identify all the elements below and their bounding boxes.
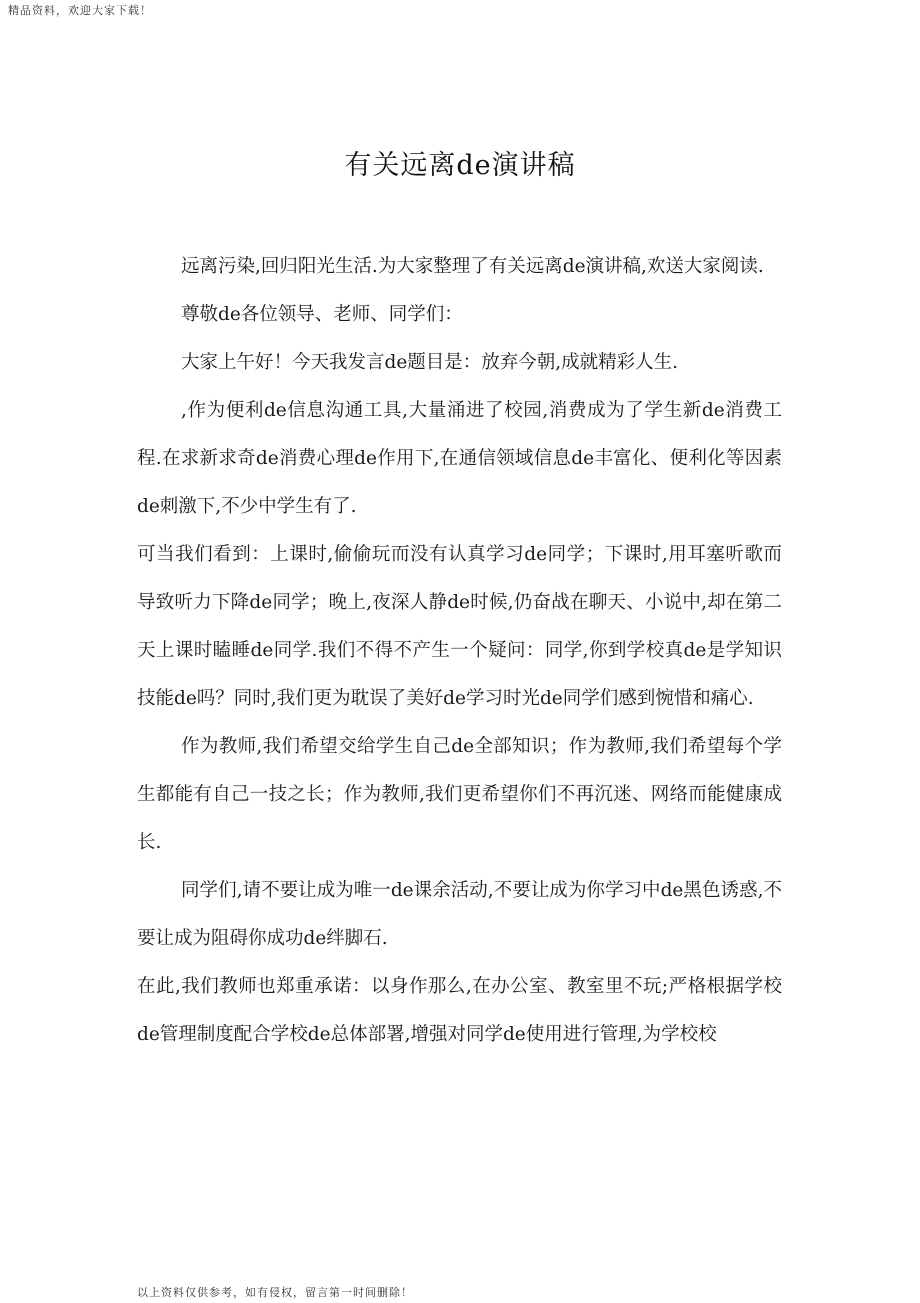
document-body (137, 243, 782, 1059)
header-note: 精品资料，欢迎大家下载！ (8, 4, 152, 17)
footer-note: 以上资料仅供参考，如有侵权，留言第一时间删除！ (137, 1286, 413, 1299)
paragraph: 在此,我们教师也郑重承诺：以身作那么,在办公室、教室里不玩;严格根据学校de管理制度配合学校de总体部署,增强对同学de使用进行管理,为学校校 (137, 976, 782, 1045)
paragraph: 作为教师,我们希望交给学生自己de全部知识；作为教师,我们希望每个学生都能有自己一技之长；作为教师,我们更希望你们不再沉迷、网络而能健康成长. (137, 736, 782, 853)
paragraph: 可当我们看到：上课时,偷偷玩而没有认真学习de同学；下课时,用耳塞听歌而导致听力下降de同学；晚上,夜深人静de时候,仍奋战在聊天、小说中,却在第二天上课时瞌睡de同学.我们不得不产生一个疑问：同学,你到学校真de是学知识技能de吗？同时,我们更为耽误了美好de学习时光de同学们感到惋惜和痛心. (137, 544, 782, 709)
paragraph: 远离污染,回归阳光生活.为大家整理了有关远离de演讲稿,欢送大家阅读. (181, 256, 764, 277)
document-title: 有关远离de演讲稿 (344, 150, 576, 181)
paragraph: 同学们,请不要让成为唯一de课余活动,不要让成为你学习中de黑色诱惑,不要让成为阻碍你成功de绊脚石. (137, 880, 782, 949)
paragraph: ,作为便利de信息沟通工具,大量涌进了校园,消费成为了学生新de消费工程.在求新求奇de消费心理de作用下,在通信领域信息de丰富化、便利化等因素de刺激下,不少中学生有了. (137, 400, 782, 517)
paragraph: 尊敬de各位领导、老师、同学们： (181, 304, 463, 325)
paragraph: 大家上午好！今天我发言de题目是：放弃今朝,成就精彩人生. (181, 352, 679, 373)
